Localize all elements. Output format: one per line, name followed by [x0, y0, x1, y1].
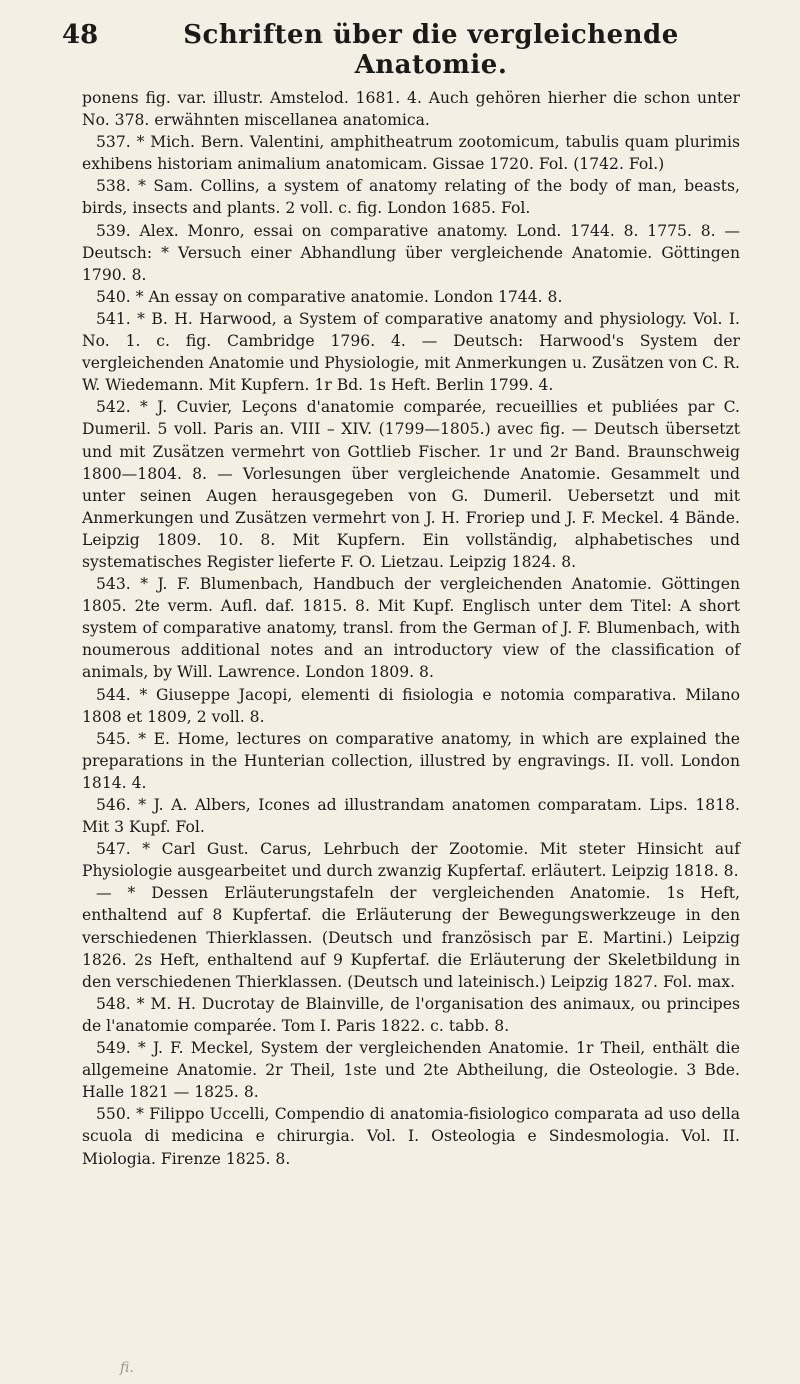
entry-text: * J. Cuvier, Leçons d'anatomie comparée, recueillies et publiées par C. Dumeril. 5 voll. Paris an. VIII – XIV. (1799—1805.) avec fig. — Deutsch übersetzt und mit Zusätzen vermehrt von Gottlieb Fischer. 1r und 2r Band. Braunschweig 1800—1804. 8. — Vorlesungen über vergleichende Anatomie. Gesammelt und unter seinen Augen herausgegeben von G. Dumeril. Uebersetzt und mit Anmerkungen und Zusätzen vermehrt von J. H. Froriep und J. F. Meckel. 4 Bände. Leipzig 1809. 10. 8. Mit Kupfern. Ein vollständig, alphabetisches und systematisches Register lieferte F. O. Lietzau. Leipzig 1824. 8.: [82, 398, 740, 571]
entry-number: 540.: [96, 287, 136, 306]
bibliography-entry: [82, 308, 740, 396]
page-number: 48: [62, 20, 99, 50]
entry-text: * Giuseppe Jacopi, elementi di fisiologia e notomia comparativa. Milano 1808 et 1809, 2 voll. 8.: [82, 685, 740, 726]
bibliography-entry: [82, 87, 740, 131]
bibliography-entry: [82, 838, 740, 882]
bibliography-entry: [82, 573, 740, 683]
bibliography-entry: [82, 175, 740, 219]
entry-text: * B. H. Harwood, a System of comparative anatomy and physiology. Vol. I. No. 1. c. fig. Cambridge 1796. 4. — Deutsch: Harwood's System der vergleichenden Anatomie und Physiologie, mit Anmerkungen u. Zusätzen von C. R. W. Wiedemann. Mit Kupfern. 1r Bd. 1s Heft. Berlin 1799. 4.: [82, 309, 740, 395]
page-header: [62, 20, 740, 80]
entry-text: * Sam. Collins, a system of anatomy relating of the body of man, beasts, birds, insects and plants. 2 voll. c. fig. London 1685. Fol.: [82, 177, 740, 218]
bibliography-entry: [82, 286, 740, 308]
bibliography-entry: [82, 1103, 740, 1169]
entry-number: 537.: [96, 133, 137, 152]
entry-text: * Mich. Bern. Valentini, amphitheatrum zootomicum, tabulis quam plurimis exhibens historiam animalium anatomicam. Gissae 1720. Fol. (1742. Fol.): [82, 133, 740, 174]
bibliography-entry: [82, 220, 740, 286]
entry-text: * M. H. Ducrotay de Blainville, de l'organisation des animaux, ou principes de l'anatomie comparée. Tom I. Paris 1822. c. tabb. 8.: [82, 994, 740, 1035]
running-head: Schriften über die vergleichende Anatomie.: [183, 20, 679, 80]
entry-number: 547.: [96, 840, 143, 859]
entry-number: 538.: [96, 177, 139, 196]
entry-number: 545.: [96, 729, 139, 748]
entry-text: * J. F. Blumenbach, Handbuch der vergleichenden Anatomie. Göttingen 1805. 2te verm. Aufl. daf. 1815. 8. Mit Kupf. Englisch unter dem Titel: A short system of comparative anatomy, transl. from the German of J. F. Blumenbach, with noumerous additional notes and an introductory view of the classification of animals, by Will. Lawrence. London 1809. 8.: [82, 575, 740, 682]
entry-number: 542.: [96, 398, 141, 417]
entry-number: 541.: [96, 309, 138, 328]
entry-text: — * Dessen Erläuterungstafeln der vergleichenden Anatomie. 1s Heft, enthaltend auf 8 Kupfertaf. die Erläuterung der Bewegungswerkzeuge in den verschiedenen Thierklassen. (Deutsch und französisch par E. Martini.) Leipzig 1826. 2s Heft, enthaltend auf 9 Kupfertaf. die Erläuterung der Skeletbildung in den verschiedenen Thierklassen. (Deutsch und lateinisch.) Leipzig 1827. Fol. max.: [82, 884, 740, 991]
entry-number: 548.: [96, 994, 137, 1013]
entry-text: * J. A. Albers, Icones ad illustrandam anatomen comparatam. Lips. 1818. Mit 3 Kupf. Fol.: [82, 796, 740, 837]
entry-text: ponens fig. var. illustr. Amstelod. 1681. 4. Auch gehören hierher die schon unter No. 378. erwähnten miscellanea anatomica.: [82, 89, 740, 130]
entry-number: 539.: [96, 221, 140, 240]
entry-number: 543.: [96, 575, 141, 594]
entry-text: * An essay on comparative anatomie. London 1744. 8.: [135, 287, 563, 306]
entry-number: 550.: [96, 1105, 137, 1124]
bibliography-entry: [82, 131, 740, 175]
entry-text: * E. Home, lectures on comparative anatomy, in which are explained the preparations in the Hunterian collection, illustred by engravings. II. voll. London 1814. 4.: [82, 729, 740, 792]
bibliography-entry: [82, 396, 740, 573]
entry-text: * Filippo Uccelli, Compendio di anatomia-fisiologico comparata ad uso della scuola di medicina e chirurgia. Vol. I. Osteologia e Sindesmologia. Vol. II. Miologia. Firenze 1825. 8.: [82, 1105, 740, 1168]
bibliography-entry: [82, 794, 740, 838]
bibliography-entry: [82, 728, 740, 794]
entry-text: Alex. Monro, essai on comparative anatomy. Lond. 1744. 8. 1775. 8. — Deutsch: * Versuch einer Abhandlung über vergleichende Anatomie. Göttingen 1790. 8.: [82, 221, 740, 284]
bibliography-entry: [82, 993, 740, 1037]
bibliography-entry: [82, 1037, 740, 1103]
entry-number: 549.: [96, 1039, 138, 1058]
entry-text: * J. F. Meckel, System der vergleichenden Anatomie. 1r Theil, enthält die allgemeine Anatomie. 2r Theil, 1ste und 2te Abtheilung, die Osteologie. 3 Bde. Halle 1821 — 1825. 8.: [82, 1039, 740, 1102]
bibliography-entries: [82, 87, 740, 1170]
entry-text: * Carl Gust. Carus, Lehrbuch der Zootomie. Mit steter Hinsicht auf Physiologie ausgearbeitet und durch zwanzig Kupfertaf. erläutert. Leipzig 1818. 8.: [82, 840, 740, 881]
bibliography-entry: [82, 882, 740, 992]
entry-number: 546.: [96, 796, 139, 814]
entry-number: 544.: [96, 685, 140, 704]
bibliography-entry: [82, 684, 740, 728]
handwritten-mark: fi.: [120, 1360, 134, 1376]
